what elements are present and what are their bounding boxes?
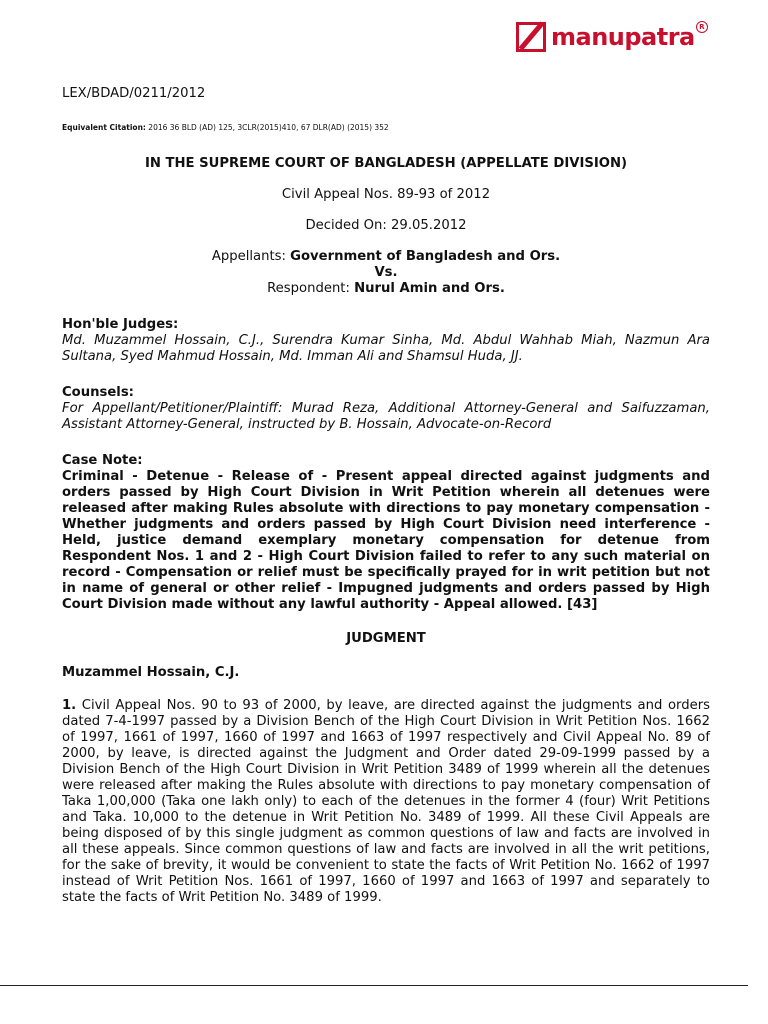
- paragraph-number: 1.: [62, 698, 77, 713]
- manupatra-logo-icon: [516, 22, 546, 52]
- paragraph-1: [62, 698, 710, 906]
- manupatra-logo: [516, 22, 705, 52]
- logo-text: manupatra: [551, 23, 695, 51]
- equivalent-citation: [62, 120, 710, 136]
- judgment-author: Muzammel Hossain, C.J.: [62, 665, 240, 680]
- document-reference: LEX/BDAD/0211/2012: [62, 86, 206, 101]
- counsels-text: For Appellant/Petitioner/Plaintiff: Murad Reza, Additional Attorney-General and Saifuzzaman, Assistant Attorney-General, instructed by B. Hossain, Advocate-on-Record: [62, 401, 710, 432]
- equivalent-citation-value: 2016 36 BLD (AD) 125, 3CLR(2015)410, 67 DLR(AD) (2015) 352: [145, 123, 389, 132]
- equivalent-citation-label: Equivalent Citation:: [62, 123, 146, 132]
- footer-divider: [0, 985, 748, 986]
- judges-heading: Hon'ble Judges:: [62, 317, 179, 332]
- judgment-heading: JUDGMENT: [346, 631, 426, 646]
- case-note-text: Criminal - Detenue - Release of - Present appeal directed against judgments and orders passed by High Court Division in Writ Petition wherein all detenues were released after making Rules absolute with directions to pay monetary compensation - Whether judgments and orders passed by High Court Division need interference - Held, justice demand exemplary monetary compensation for detenue from Respondent Nos. 1 and 2 - High Court Division failed to refer to any such material on record - Compensation or relief must be specifically prayed for in writ petition but not in name of general or other relief - Impugned judgments and orders passed by High Court Division made without any lawful authority - Appeal allowed. [43]: [62, 469, 710, 612]
- registered-mark-icon: R: [696, 21, 708, 33]
- respondent-line: [62, 281, 710, 297]
- document-body: [62, 86, 710, 906]
- court-title: IN THE SUPREME COURT OF BANGLADESH (APPELLATE DIVISION): [144, 156, 628, 171]
- paragraph-text: Civil Appeal Nos. 90 to 93 of 2000, by leave, are directed against the judgments and orders dated 7-4-1997 passed by a Division Bench of the High Court Division in Writ Petition Nos. 1662 of 1997, 1661 of 1997, 1660 of 1997 and 1663 of 1997 respectively and Civil Appeal No. 89 of 2000, by leave, is directed against the Judgment and Order dated 29-09-1999 passed by a Division Bench of the High Court Division in Writ Petition 3489 of 1999 wherein all the detenues were released after making the Rules absolute with directions to pay monetary compensation of Taka 1,00,000 (Taka one lakh only) to each of the detenues in the former 4 (four) Writ Petitions and Taka. 10,000 to the detenue in Writ Petition No. 3489 of 1999. All these Civil Appeals are being disposed of by this single judgment as common questions of law and facts are involved in all these appeals. Since common questions of law and facts are involved in all the writ petitions, for the sake of brevity, it would be convenient to state the facts of Writ Petition No. 1662 of 1997 instead of Writ Petition Nos. 1661 of 1997, 1660 of 1997 and 1663 of 1997 and separately to state the facts of Writ Petition No. 3489 of 1999.: [62, 698, 710, 905]
- logo-wordmark: [551, 23, 705, 51]
- respondent-value: Nurul Amin and Ors.: [354, 281, 505, 296]
- respondent-label: Respondent:: [267, 281, 355, 296]
- case-note-heading: Case Note:: [62, 453, 143, 468]
- judges-list: Md. Muzammel Hossain, C.J., Surendra Kumar Sinha, Md. Abdul Wahhab Miah, Nazmun Ara Sultana, Syed Mahmud Hossain, Md. Imman Ali and Shamsul Huda, JJ.: [62, 333, 710, 364]
- versus: Vs.: [374, 265, 398, 280]
- appellants-label: Appellants:: [211, 249, 291, 264]
- appellants-line: [62, 249, 710, 265]
- appellants-value: Government of Bangladesh and Ors.: [290, 249, 561, 264]
- case-number: Civil Appeal Nos. 89-93 of 2012: [281, 187, 491, 202]
- decided-date: Decided On: 29.05.2012: [305, 218, 467, 233]
- counsels-heading: Counsels:: [62, 385, 134, 400]
